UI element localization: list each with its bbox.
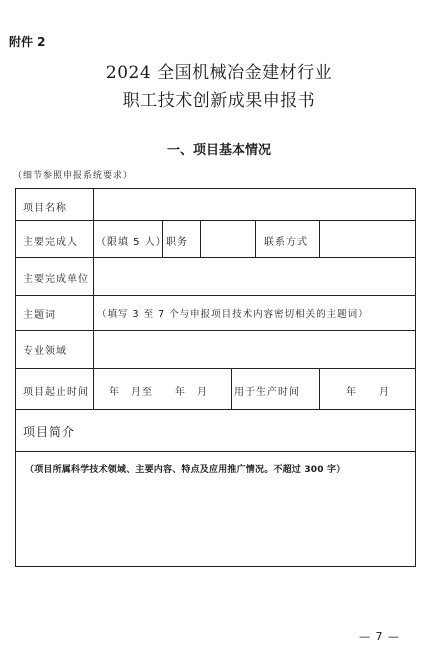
production-value[interactable]: 年 月 [346,387,390,398]
period-label: 项目起止时间 [23,387,89,398]
period-value[interactable]: 年 月至 年 月 [109,387,208,398]
column-divider [255,220,256,257]
unit-field[interactable] [94,258,415,295]
keywords-hint: （填写 3 至 7 个与申报项目技术内容密切相关的主题词） [97,309,369,320]
intro-label: 项目简介 [23,425,76,439]
keywords-label: 主题词 [23,310,56,321]
column-divider [231,368,232,409]
position-field[interactable] [201,221,255,257]
field-label: 专业领域 [23,346,67,357]
document-title-line1: 2024 全国机械冶金建材行业 [105,63,333,83]
production-label: 用于生产时间 [234,387,300,398]
project-info-form [15,188,416,567]
unit-label: 主要完成单位 [23,274,89,285]
lead-hint: （限填 5 人） [96,237,167,248]
contact-label: 联系方式 [264,237,308,248]
lead-label: 主要完成人 [23,237,78,248]
row-divider [16,451,415,452]
intro-text-area[interactable] [16,475,415,565]
section-heading: 一、项目基本情况 [166,143,271,158]
position-label: 职务 [166,237,188,248]
page-number: — 7 — [359,630,400,643]
field-input[interactable] [94,331,415,368]
intro-hint: （项目所属科学技术领域、主要内容、特点及应用推广情况。不超过 300 字） [25,465,346,475]
attachment-label: 附件 2 [9,35,46,49]
row-divider [16,409,415,410]
project-name-label: 项目名称 [23,203,67,214]
project-name-field[interactable] [94,189,415,220]
row-divider [16,295,415,296]
contact-field[interactable] [320,221,415,257]
section-note: （细节参照申报系统要求） [13,171,134,181]
column-divider [93,189,94,409]
document-title-line2: 职工技术创新成果申报书 [122,91,316,111]
column-divider [319,368,320,409]
row-divider [16,368,415,369]
